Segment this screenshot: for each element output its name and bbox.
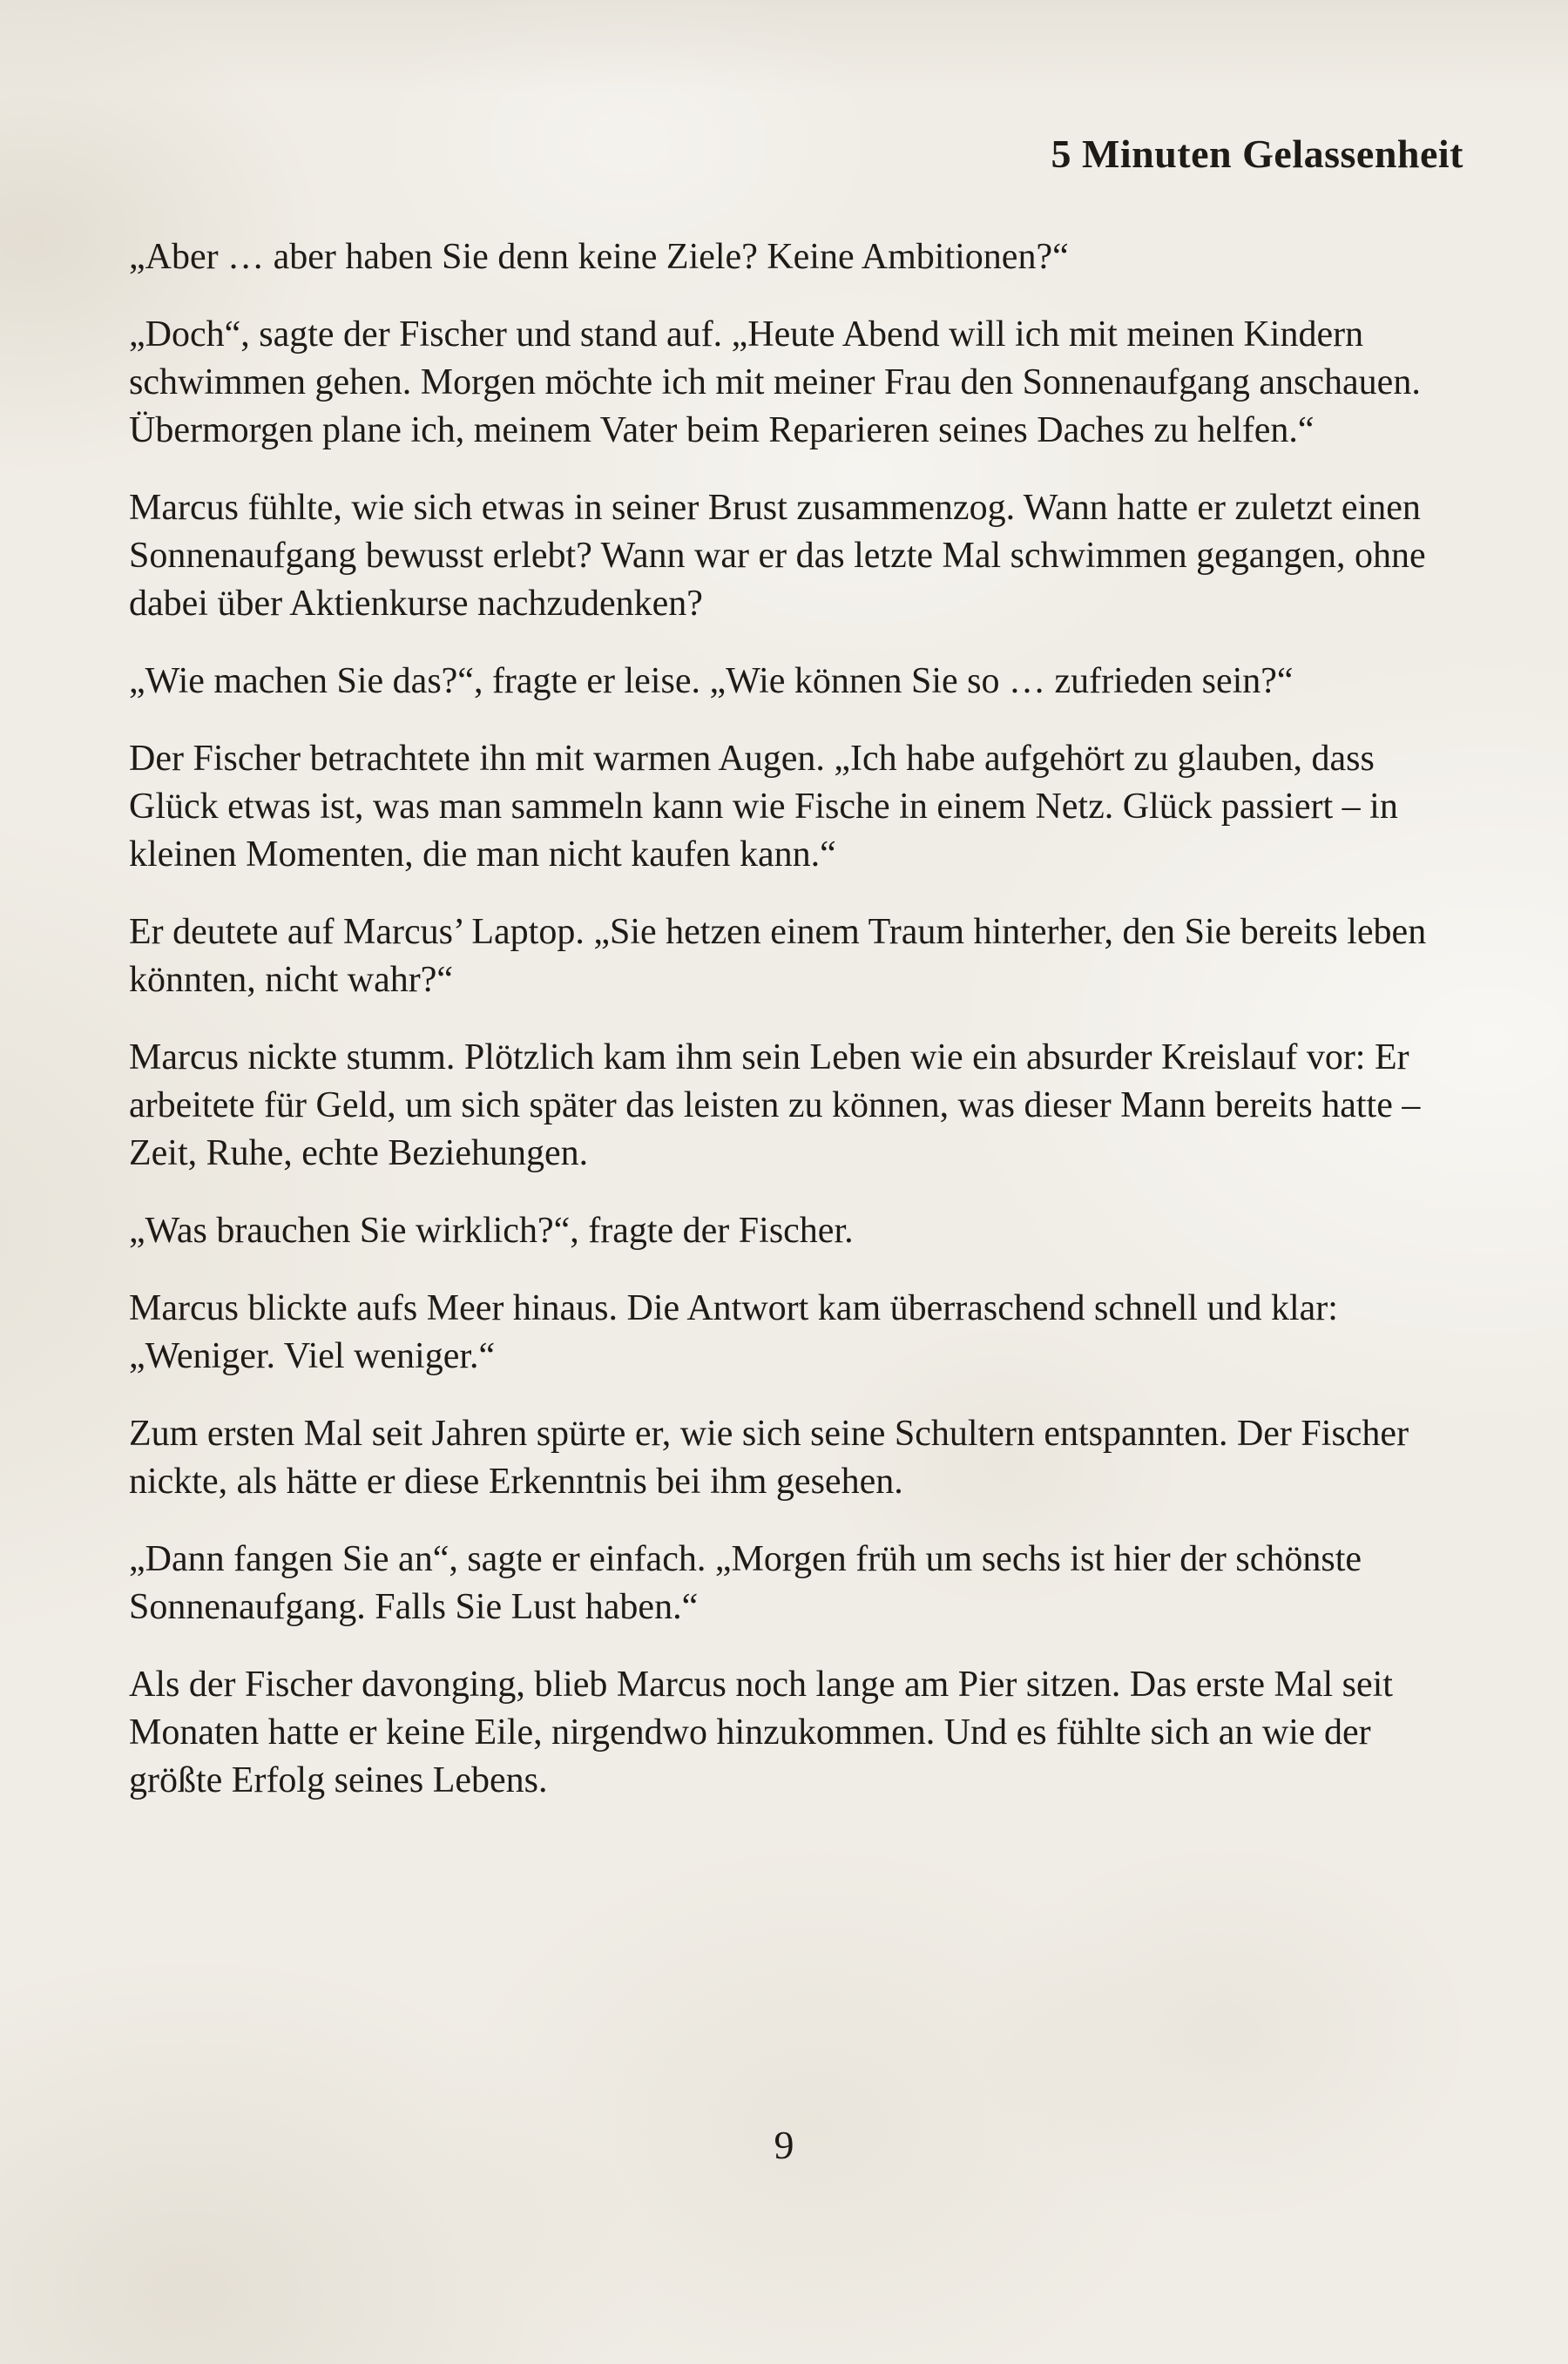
page-number: 9 [774,2123,794,2167]
paragraph: „Was brauchen Sie wirklich?“, fragte der Fischer. [129,1211,854,1251]
paragraph: Als der Fischer davonging, blieb Marcus noch lange am Pier sitzen. Das erste Mal seit Monaten hatte er keine Eile, nirgendwo hinzukommen. Und es fühlte sich an wie der größte Erfolg seines Lebens. [129,1665,1393,1800]
paragraph: Marcus blickte aufs Meer hinaus. Die Antwort kam überraschend schnell und klar: „Weniger. Viel weniger.“ [129,1288,1338,1376]
paragraph: „Doch“, sagte der Fischer und stand auf. „Heute Abend will ich mit meinen Kindern schwimmen gehen. Morgen möchte ich mit meiner Frau den Sonnenaufgang anschauen. Übermorgen plane ich, meinem Vater beim Reparieren seines Daches zu helfen.“ [129,314,1421,450]
running-header-title: 5 Minuten Gelassenheit [1051,132,1463,176]
paragraph: „Aber … aber haben Sie denn keine Ziele? Keine Ambitionen?“ [129,237,1069,277]
paragraph: Er deutete auf Marcus’ Laptop. „Sie hetzen einem Traum hinterher, den Sie bereits leben könnten, nicht wahr?“ [129,912,1427,1000]
paragraph: Der Fischer betrachtete ihn mit warmen Augen. „Ich habe aufgehört zu glauben, dass Glück etwas ist, was man sammeln kann wie Fische in einem Netz. Glück passiert – in kleinen Momenten, die man nicht kaufen kann.“ [129,739,1398,875]
paragraph: Marcus fühlte, wie sich etwas in seiner Brust zusammenzog. Wann hatte er zuletzt einen Sonnenaufgang bewusst erlebt? Wann war er das letzte Mal schwimmen gegangen, ohne dabei über Aktienkurse nachzudenken? [129,488,1426,624]
body-text [129,233,1462,1805]
paragraph: Zum ersten Mal seit Jahren spürte er, wie sich seine Schultern entspannten. Der Fischer nickte, als hätte er diese Erkenntnis bei ihm gesehen. [129,1414,1409,1502]
paragraph: Marcus nickte stumm. Plötzlich kam ihm sein Leben wie ein absurder Kreislauf vor: Er arbeitete für Geld, um sich später das leisten zu können, was dieser Mann bereits hatte – Zeit, Ruhe, echte Beziehungen. [129,1037,1421,1173]
paragraph: „Dann fangen Sie an“, sagte er einfach. „Morgen früh um sechs ist hier der schönste Sonnenaufgang. Falls Sie Lust haben.“ [129,1539,1362,1627]
paragraph: „Wie machen Sie das?“, fragte er leise. „Wie können Sie so … zufrieden sein?“ [129,661,1294,701]
